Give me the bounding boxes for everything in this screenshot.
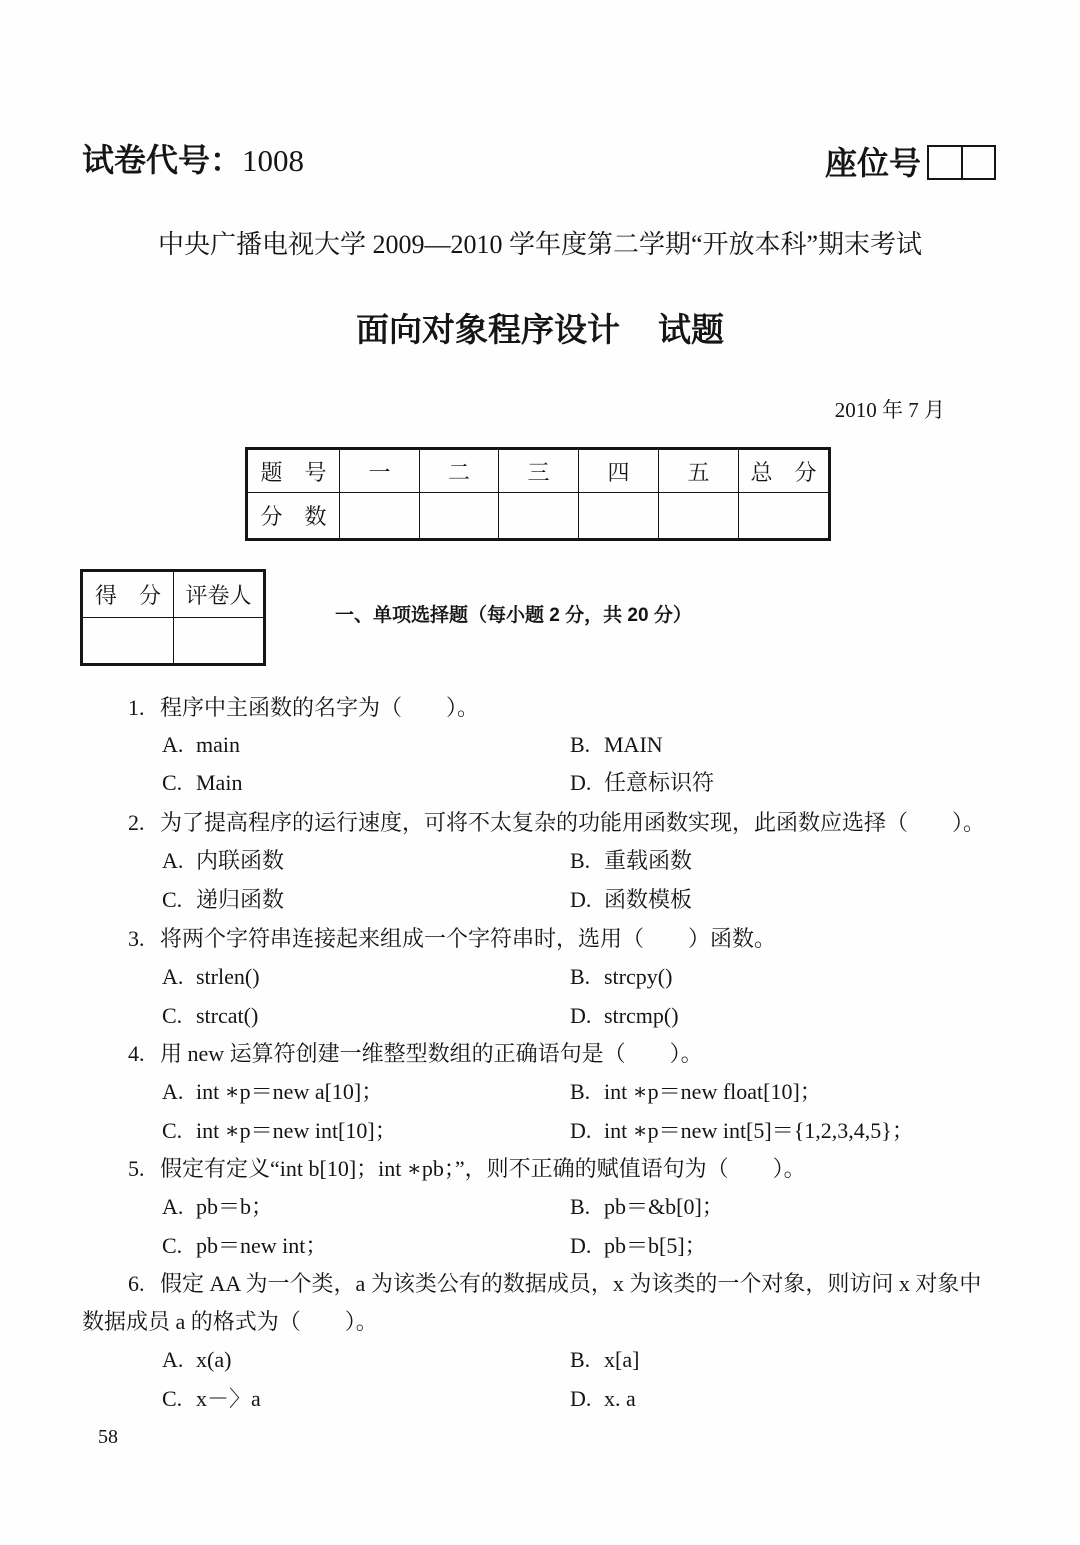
option-text: int ∗p＝new a[10]； bbox=[196, 1079, 384, 1104]
option-label: A. bbox=[162, 964, 184, 989]
option-text: MAIN bbox=[604, 732, 663, 757]
option-label: D. bbox=[570, 770, 592, 795]
question-1-option-b bbox=[570, 730, 663, 760]
grader-table-header-row bbox=[82, 571, 265, 618]
paper-code-label: 试卷代号： bbox=[82, 142, 243, 178]
grader-table-entry-row bbox=[82, 618, 265, 665]
option-text: pb＝&b[0]； bbox=[604, 1194, 724, 1219]
question-1-option-d bbox=[570, 768, 714, 798]
option-text: Main bbox=[196, 770, 243, 795]
question-5-option-d bbox=[570, 1231, 707, 1261]
option-text: strlen() bbox=[196, 964, 260, 989]
option-label: D. bbox=[570, 1233, 592, 1258]
question-text: 假定有定义“int b[10]；int ∗pb；”，则不正确的赋值语句为（ ）。 bbox=[160, 1156, 806, 1181]
question-6-stem-continued: 数据成员 a 的格式为（ ）。 bbox=[82, 1309, 378, 1334]
option-text: 重载函数 bbox=[604, 848, 693, 873]
question-6-option-c bbox=[162, 1384, 261, 1414]
option-text: 递归函数 bbox=[196, 887, 285, 912]
option-text: x－〉a bbox=[196, 1386, 261, 1411]
question-text: 程序中主函数的名字为（ ）。 bbox=[160, 695, 480, 720]
question-3-option-c bbox=[162, 1001, 258, 1031]
page-title bbox=[0, 309, 1080, 351]
option-text: x[a] bbox=[604, 1347, 640, 1372]
question-4-option-c bbox=[162, 1116, 397, 1146]
question-number: 3. bbox=[128, 926, 145, 951]
option-label: D. bbox=[570, 887, 592, 912]
score-cell-5 bbox=[659, 493, 739, 540]
score-column-5: 五 bbox=[659, 449, 739, 493]
question-5-option-a bbox=[162, 1192, 273, 1222]
question-5-option-b bbox=[570, 1192, 724, 1222]
option-text: int ∗p＝new float[10]； bbox=[604, 1079, 822, 1104]
question-6-option-a bbox=[162, 1345, 231, 1375]
option-label: C. bbox=[162, 887, 183, 912]
question-4-option-d bbox=[570, 1116, 914, 1146]
option-label: A. bbox=[162, 1194, 184, 1219]
option-label: B. bbox=[570, 1079, 591, 1104]
option-label: C. bbox=[162, 1386, 183, 1411]
option-label: A. bbox=[162, 848, 184, 873]
seat-label: 座位号 bbox=[825, 145, 922, 181]
paper-code-number: 1008 bbox=[242, 143, 305, 178]
question-number: 6. bbox=[128, 1271, 145, 1296]
question-4-option-b bbox=[570, 1077, 822, 1107]
question-6-stem bbox=[128, 1269, 981, 1299]
option-text: main bbox=[196, 732, 240, 757]
question-4-option-a bbox=[162, 1077, 383, 1107]
option-text: strcpy() bbox=[604, 964, 673, 989]
question-2-option-c bbox=[162, 885, 284, 915]
seat-box-2 bbox=[963, 147, 995, 178]
seat-box-1 bbox=[929, 147, 963, 178]
option-text: pb＝b； bbox=[196, 1194, 274, 1219]
score-cell-4 bbox=[579, 493, 659, 540]
option-text: 任意标识符 bbox=[604, 770, 715, 795]
exam-date: 2010 年 7 月 bbox=[834, 398, 945, 422]
question-number: 5. bbox=[128, 1156, 145, 1181]
option-text: 函数模板 bbox=[604, 887, 693, 912]
question-3-option-a bbox=[162, 962, 260, 992]
question-3-option-d bbox=[570, 1001, 679, 1031]
question-3-option-b bbox=[570, 962, 672, 992]
question-1-option-a bbox=[162, 730, 240, 760]
score-column-1: 一 bbox=[340, 449, 420, 493]
option-text: pb＝new int； bbox=[196, 1233, 328, 1258]
score-column-2: 二 bbox=[420, 449, 499, 493]
option-label: B. bbox=[570, 1347, 591, 1372]
grader-table bbox=[80, 569, 266, 666]
option-text: int ∗p＝new int[10]； bbox=[196, 1118, 397, 1143]
question-text: 将两个字符串连接起来组成一个字符串时，选用（ ）函数。 bbox=[160, 926, 777, 951]
option-label: D. bbox=[570, 1118, 592, 1143]
question-text: 为了提高程序的运行速度，可将不太复杂的功能用函数实现，此函数应选择（ ）。 bbox=[160, 810, 986, 835]
question-1-option-c bbox=[162, 768, 242, 798]
title-suffix: 试题 bbox=[658, 311, 724, 348]
question-2-stem bbox=[128, 808, 985, 838]
option-text: x. a bbox=[604, 1386, 636, 1411]
exam-line: 中央广播电视大学 2009—2010 学年度第二学期“开放本科”期末考试 bbox=[157, 230, 923, 259]
grader-score-label: 得 分 bbox=[82, 571, 174, 618]
option-text: 内联函数 bbox=[196, 848, 285, 873]
question-4-stem bbox=[128, 1039, 703, 1069]
question-text: 假定 AA 为一个类，a 为该类公有的数据成员，x 为该类的一个对象，则访问 x 对象中 bbox=[160, 1271, 982, 1296]
question-1-stem bbox=[128, 693, 479, 723]
score-cell-total bbox=[739, 493, 830, 540]
question-number: 1. bbox=[128, 695, 145, 720]
option-text: int ∗p＝new int[5]＝{1,2,3,4,5}； bbox=[604, 1118, 914, 1143]
option-label: A. bbox=[162, 732, 184, 757]
score-table bbox=[245, 447, 831, 541]
option-label: B. bbox=[570, 732, 591, 757]
question-6-option-b bbox=[570, 1345, 639, 1375]
question-5-stem bbox=[128, 1154, 806, 1184]
score-table-header-row bbox=[247, 449, 830, 493]
page-number: 58 bbox=[98, 1426, 118, 1448]
option-label: C. bbox=[162, 1118, 183, 1143]
option-label: B. bbox=[570, 848, 591, 873]
question-2-option-d bbox=[570, 885, 692, 915]
option-label: C. bbox=[162, 1233, 183, 1258]
option-label: A. bbox=[162, 1347, 184, 1372]
paper-code bbox=[82, 140, 304, 181]
option-label: D. bbox=[570, 1386, 592, 1411]
score-column-4: 四 bbox=[579, 449, 659, 493]
option-label: B. bbox=[570, 964, 591, 989]
question-3-stem bbox=[128, 924, 776, 954]
total-score-header: 总 分 bbox=[739, 449, 830, 493]
question-6-option-d bbox=[570, 1384, 636, 1414]
seat-number-boxes bbox=[927, 145, 996, 180]
question-number-header: 题 号 bbox=[247, 449, 340, 493]
option-text: pb＝b[5]； bbox=[604, 1233, 707, 1258]
option-label: D. bbox=[570, 1003, 592, 1028]
grader-name-label: 评卷人 bbox=[174, 571, 265, 618]
score-cell-3 bbox=[499, 493, 579, 540]
option-text: strcat() bbox=[196, 1003, 259, 1028]
question-number: 2. bbox=[128, 810, 145, 835]
option-text: x(a) bbox=[196, 1347, 232, 1372]
option-label: A. bbox=[162, 1079, 184, 1104]
score-table-score-row bbox=[247, 493, 830, 540]
question-2-option-a bbox=[162, 846, 284, 876]
question-number: 4. bbox=[128, 1041, 145, 1066]
question-5-option-c bbox=[162, 1231, 327, 1261]
question-2-option-b bbox=[570, 846, 692, 876]
course-title: 面向对象程序设计 bbox=[356, 311, 620, 348]
question-text: 用 new 运算符创建一维整型数组的正确语句是（ ）。 bbox=[160, 1041, 703, 1066]
option-label: C. bbox=[162, 770, 183, 795]
option-label: C. bbox=[162, 1003, 183, 1028]
score-row-label: 分 数 bbox=[247, 493, 340, 540]
grader-score-cell bbox=[82, 618, 174, 665]
section-title: 一、单项选择题（每小题 2 分，共 20 分） bbox=[335, 605, 692, 626]
score-cell-1 bbox=[340, 493, 420, 540]
grader-name-cell bbox=[174, 618, 265, 665]
score-cell-2 bbox=[420, 493, 499, 540]
option-label: B. bbox=[570, 1194, 591, 1219]
option-text: strcmp() bbox=[604, 1003, 679, 1028]
score-column-3: 三 bbox=[499, 449, 579, 493]
